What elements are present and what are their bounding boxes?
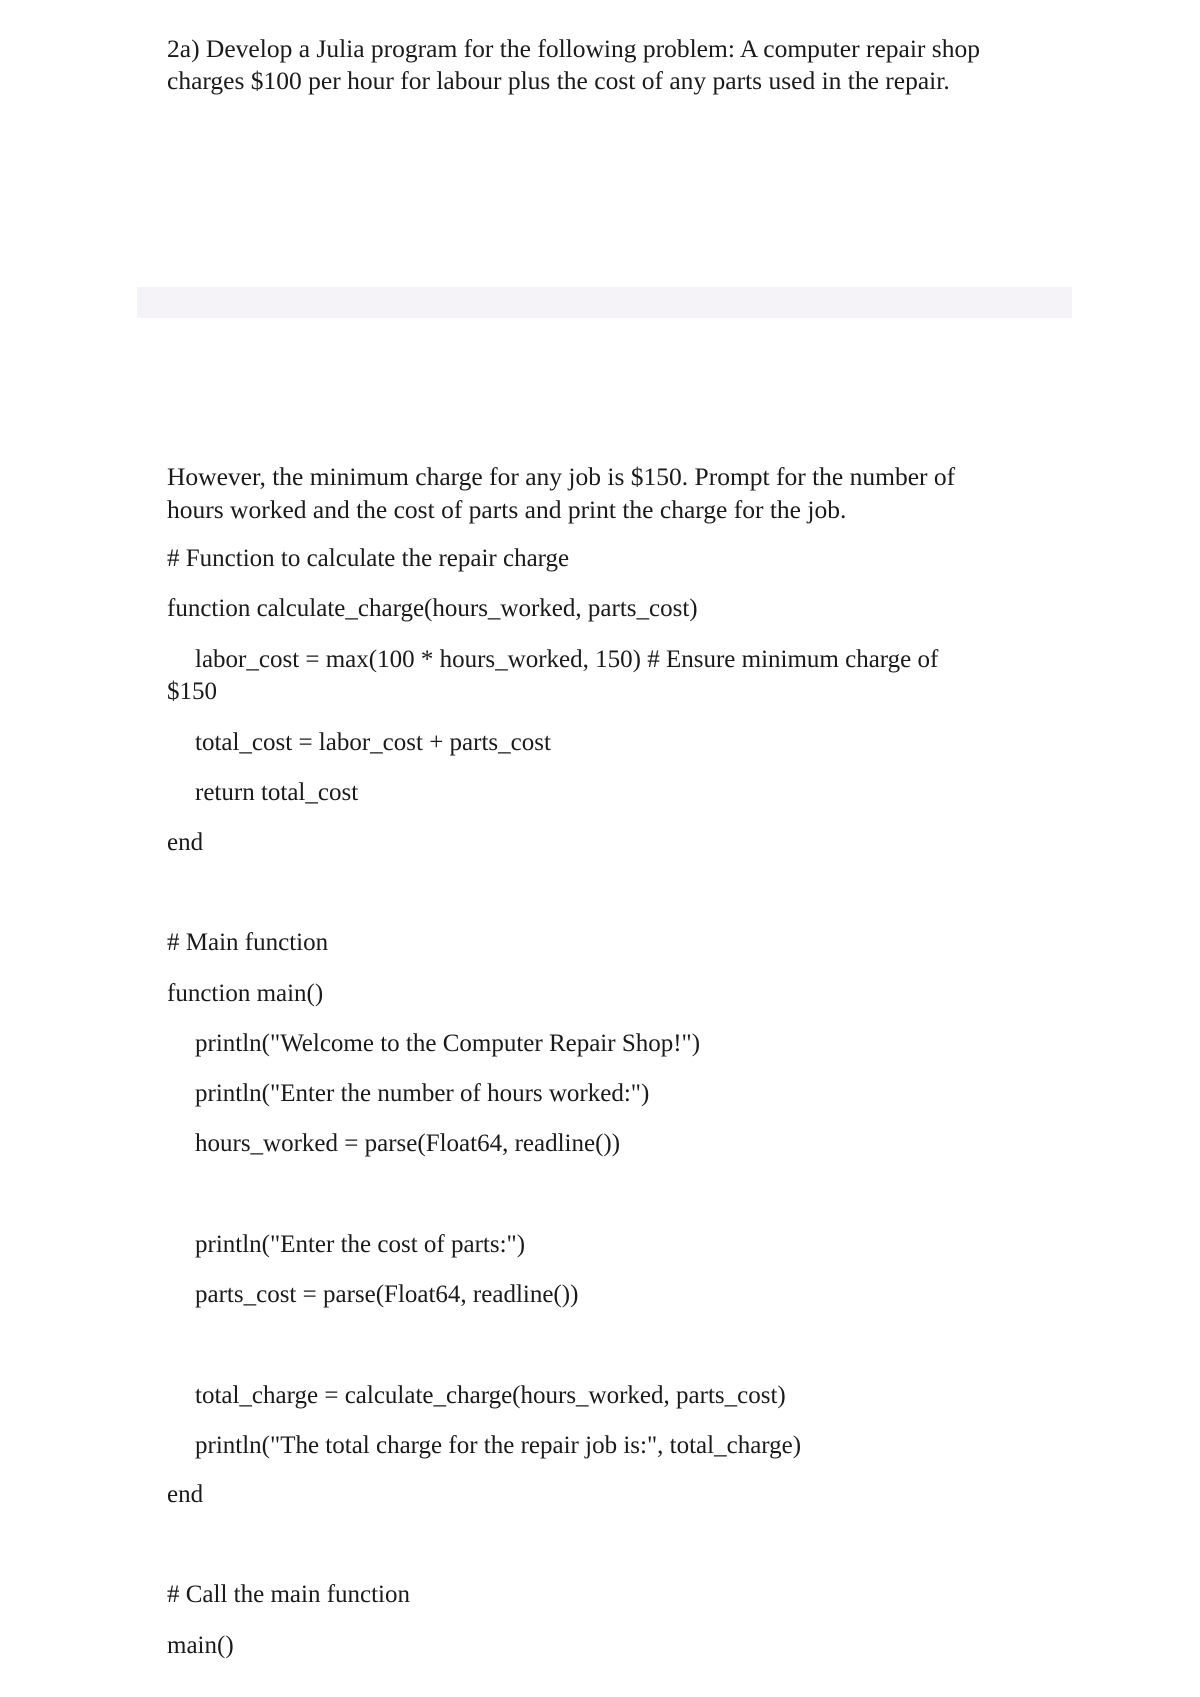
- problem-text-line-4: hours worked and the cost of parts and print the charge for the job.: [167, 495, 847, 524]
- problem-text-line-3: However, the minimum charge for any job is $150. Prompt for the number of: [167, 462, 956, 491]
- code-println-parts: println("Enter the cost of parts:"): [195, 1231, 526, 1258]
- code-return-line: return total_cost: [195, 779, 359, 806]
- code-labor-cost-continuation: $150: [167, 678, 217, 705]
- code-total-charge-line: total_charge = calculate_charge(hours_worked, parts_cost): [195, 1382, 786, 1409]
- code-labor-cost-line: labor_cost = max(100 * hours_worked, 150) # Ensure minimum charge of: [195, 646, 939, 673]
- code-hours-worked-line: hours_worked = parse(Float64, readline()): [195, 1130, 621, 1157]
- code-parts-cost-line: parts_cost = parse(Float64, readline()): [195, 1281, 579, 1308]
- code-main-signature: function main(): [167, 980, 324, 1007]
- problem-text-line-2: charges $100 per hour for labour plus the cost of any parts used in the repair.: [167, 66, 950, 95]
- code-total-cost-line: total_cost = labor_cost + parts_cost: [195, 729, 551, 756]
- problem-text-line-1: 2a) Develop a Julia program for the following problem: A computer repair shop: [167, 34, 980, 63]
- code-comment-call: # Call the main function: [167, 1581, 411, 1608]
- code-end-function: end: [167, 829, 204, 856]
- code-println-hours: println("Enter the number of hours worked:"): [195, 1080, 650, 1107]
- code-end-main: end: [167, 1481, 204, 1508]
- code-comment-main: # Main function: [167, 929, 329, 956]
- code-println-welcome: println("Welcome to the Computer Repair Shop!"): [195, 1030, 701, 1057]
- code-comment-function: # Function to calculate the repair charge: [167, 545, 570, 572]
- code-main-call: main(): [167, 1632, 234, 1659]
- code-function-signature: function calculate_charge(hours_worked, parts_cost): [167, 595, 698, 622]
- blank-band: [137, 287, 1072, 318]
- code-println-total: println("The total charge for the repair job is:", total_charge): [195, 1432, 802, 1459]
